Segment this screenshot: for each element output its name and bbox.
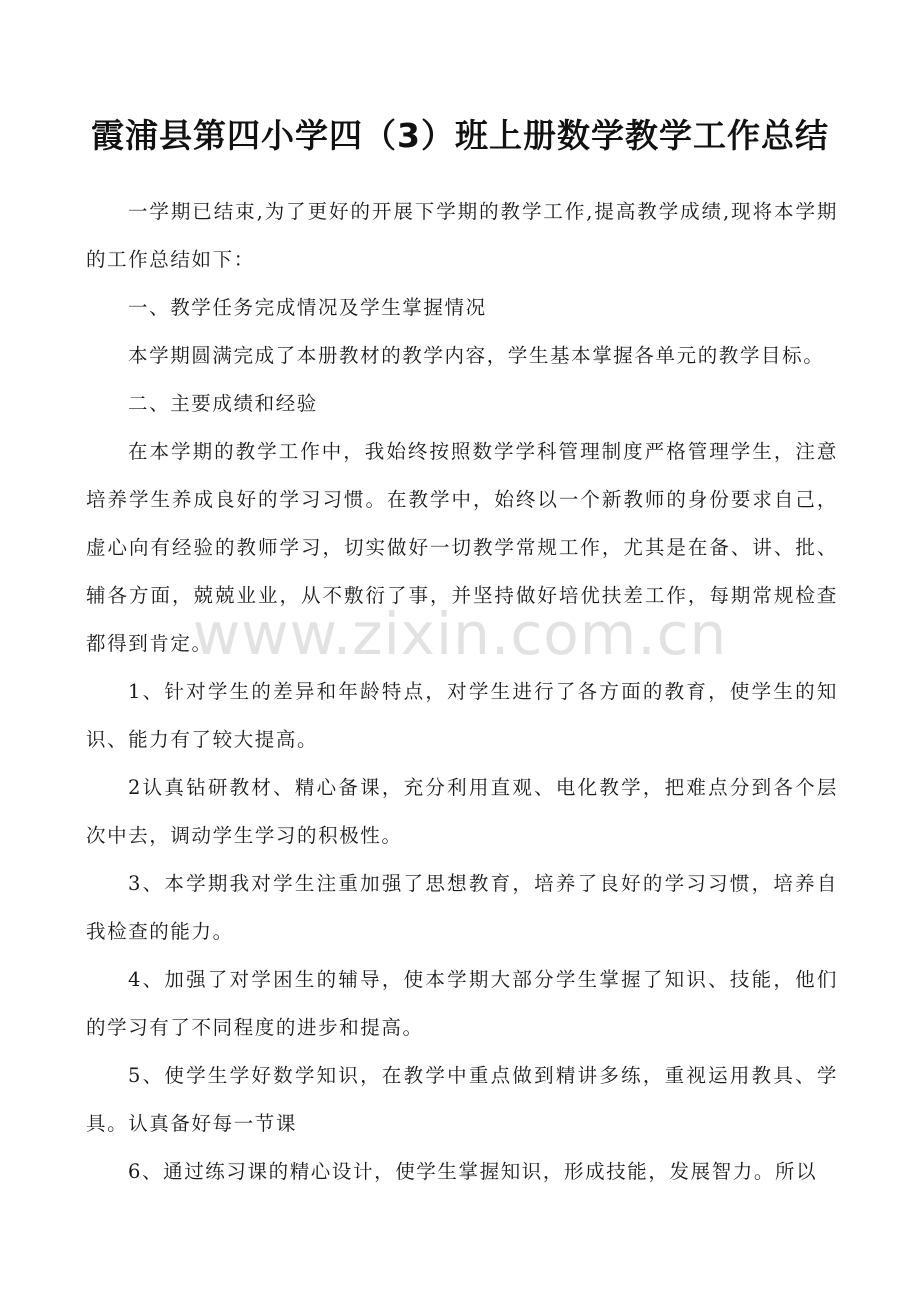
paragraph-section-1: 本学期圆满完成了本册教材的教学内容，学生基本掌握各单元的教学目标。 (128, 344, 825, 367)
list-item-6: 6、通过练习课的精心设计，使学生掌握知识，形成技能，发展智力。所以 (128, 1160, 818, 1183)
paragraph-section-2: 在本学期的教学工作中，我始终按照数学学科管理制度严格管理学生，注意培养学生养成良好的学习习惯。在教学中，始终以一个新教师的身份要求自己，虚心向有经验的教师学习，切实做好一切教学常规工作，尤其是在备、讲、批、辅各方面，兢兢业业，从不敷衍了事，并坚持做好培优扶差工作，每期常规检查都得到肯定。 (86, 440, 838, 655)
document-body (86, 188, 838, 1196)
heading-section-2: 二、主要成绩和经验 (128, 392, 318, 415)
list-item-5: 5、使学生学好数学知识，在教学中重点做到精讲多练，重视运用教具、学具。认真备好每一节课 (86, 1064, 838, 1135)
list-item-2: 2认真钻研教材、精心备课，充分利用直观、电化教学，把难点分到各个层次中去，调动学生学习的积极性。 (86, 776, 838, 847)
list-item-1: 1、针对学生的差异和年龄特点，对学生进行了各方面的教育，使学生的知识、能力有了较大提高。 (86, 680, 838, 751)
watermark: www.zixin.com.cn (192, 600, 728, 668)
list-item-4: 4、加强了对学困生的辅导，使本学期大部分学生掌握了知识、技能，他们的学习有了不同程度的进步和提高。 (86, 968, 838, 1039)
document-title: 霞浦县第四小学四（3）班上册数学教学工作总结 (91, 116, 829, 155)
list-item-3: 3、本学期我对学生注重加强了思想教育，培养了良好的学习习惯，培养自我检查的能力。 (86, 872, 838, 943)
paragraph-intro: 一学期已结束,为了更好的开展下学期的教学工作,提高教学成绩,现将本学期的工作总结如下： (86, 200, 838, 271)
heading-section-1: 一、教学任务完成情况及学生掌握情况 (128, 296, 487, 319)
